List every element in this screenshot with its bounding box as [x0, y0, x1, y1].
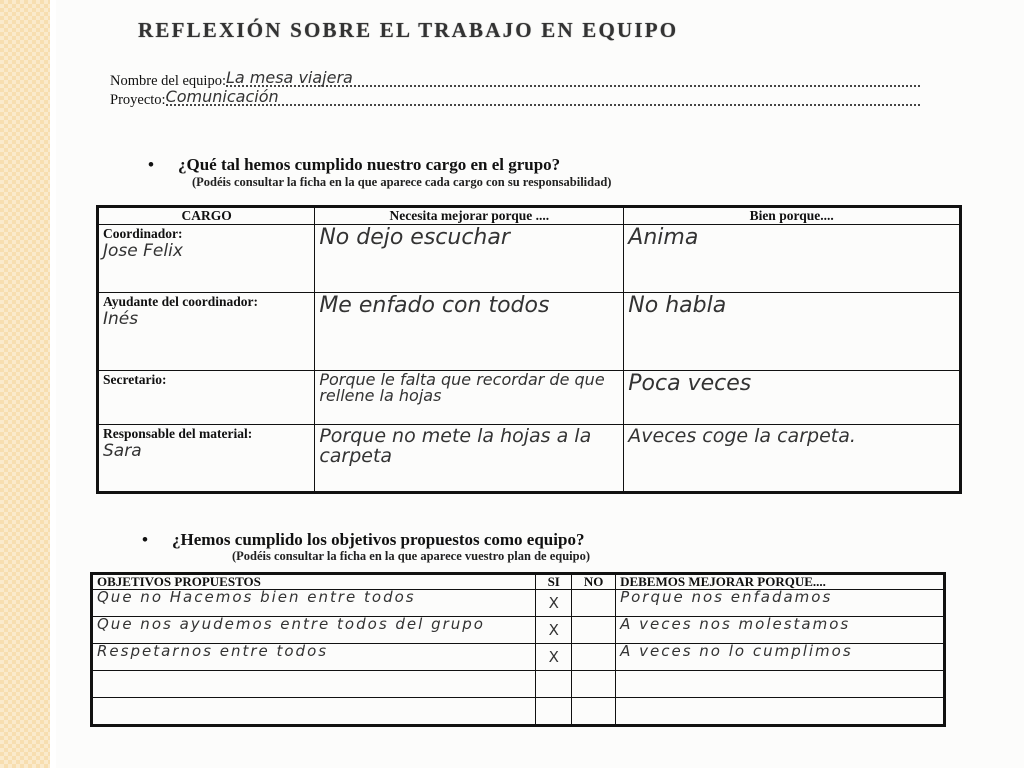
role-cell	[98, 293, 315, 371]
no-mark	[572, 671, 616, 698]
project-field	[110, 89, 920, 109]
improve-cell	[616, 698, 945, 726]
team-name-field	[110, 70, 920, 90]
question-1-note: (Podéis consultar la ficha en la que aparece cada cargo con su responsabilidad)	[192, 175, 612, 189]
bullet-icon: •	[148, 155, 154, 174]
table-row	[98, 425, 961, 493]
project-label: Proyecto:	[110, 92, 166, 108]
column-header: Necesita mejorar porque ....	[315, 207, 624, 225]
table-row	[92, 617, 945, 644]
question-2	[142, 530, 585, 550]
objective-cell: Que nos ayudemos entre todos del grupo	[92, 617, 536, 644]
objective-cell: Que no Hacemos bien entre todos	[92, 590, 536, 617]
improve-cell: A veces nos molestamos	[616, 617, 945, 644]
role-cell	[98, 371, 315, 425]
improve-cell: Porque nos enfadamos	[616, 590, 945, 617]
roles-table	[96, 205, 962, 494]
role-label: Responsable del material:	[103, 426, 253, 441]
no-mark	[572, 590, 616, 617]
improve-cell: A veces no lo cumplimos	[616, 644, 945, 671]
yes-mark: X	[536, 617, 572, 644]
member-name: Inés	[103, 309, 139, 329]
table-header-row	[92, 574, 945, 590]
improve-cell: Porque no mete la hojas a la carpeta	[315, 425, 624, 493]
table-row	[98, 225, 961, 293]
question-1	[148, 155, 561, 175]
team-name-value: La mesa viajera	[225, 70, 353, 87]
column-header: Bien porque....	[624, 207, 961, 225]
no-mark	[572, 617, 616, 644]
column-header: CARGO	[98, 207, 315, 225]
improve-cell: Me enfado con todos	[315, 293, 624, 371]
objectives-table	[90, 572, 946, 727]
role-label: Coordinador:	[103, 226, 183, 241]
column-header: NO	[572, 574, 616, 590]
role-label: Ayudante del coordinador:	[103, 294, 259, 309]
improve-cell: No dejo escuchar	[315, 225, 624, 293]
table-row	[98, 371, 961, 425]
yes-mark: X	[536, 590, 572, 617]
table-row	[92, 590, 945, 617]
table-row	[92, 698, 945, 726]
improve-cell	[616, 671, 945, 698]
page-title: REFLEXIÓN SOBRE EL TRABAJO EN EQUIPO	[138, 18, 679, 42]
table-row	[92, 644, 945, 671]
objective-cell: Respetarnos entre todos	[92, 644, 536, 671]
decorative-side-band	[0, 0, 50, 768]
good-cell: No habla	[624, 293, 961, 371]
yes-mark	[536, 698, 572, 726]
question-2-text: ¿Hemos cumplido los objetivos propuestos como equipo?	[172, 530, 585, 549]
project-value: Comunicación	[165, 89, 279, 106]
no-mark	[572, 644, 616, 671]
objective-cell	[92, 671, 536, 698]
table-row	[92, 671, 945, 698]
member-name: Jose Felix	[103, 241, 183, 261]
table-header-row	[98, 207, 961, 225]
role-cell	[98, 425, 315, 493]
good-cell: Aveces coge la carpeta.	[624, 425, 961, 493]
no-mark	[572, 698, 616, 726]
bullet-icon: •	[142, 530, 148, 549]
question-2-note: (Podéis consultar la ficha en la que aparece vuestro plan de equipo)	[232, 549, 591, 563]
objective-cell	[92, 698, 536, 726]
team-name-label: Nombre del equipo:	[110, 73, 226, 89]
column-header: SI	[536, 574, 572, 590]
role-cell	[98, 225, 315, 293]
column-header: OBJETIVOS PROPUESTOS	[92, 574, 536, 590]
yes-mark	[536, 671, 572, 698]
role-label: Secretario:	[103, 372, 167, 387]
good-cell: Anima	[624, 225, 961, 293]
member-name: Sara	[103, 441, 142, 461]
good-cell: Poca veces	[624, 371, 961, 425]
column-header: DEBEMOS MEJORAR PORQUE....	[616, 574, 945, 590]
improve-cell: Porque le falta que recordar de que rellene la hojas	[315, 371, 624, 425]
question-1-text: ¿Qué tal hemos cumplido nuestro cargo en el grupo?	[178, 155, 561, 174]
table-row	[98, 293, 961, 371]
yes-mark: X	[536, 644, 572, 671]
